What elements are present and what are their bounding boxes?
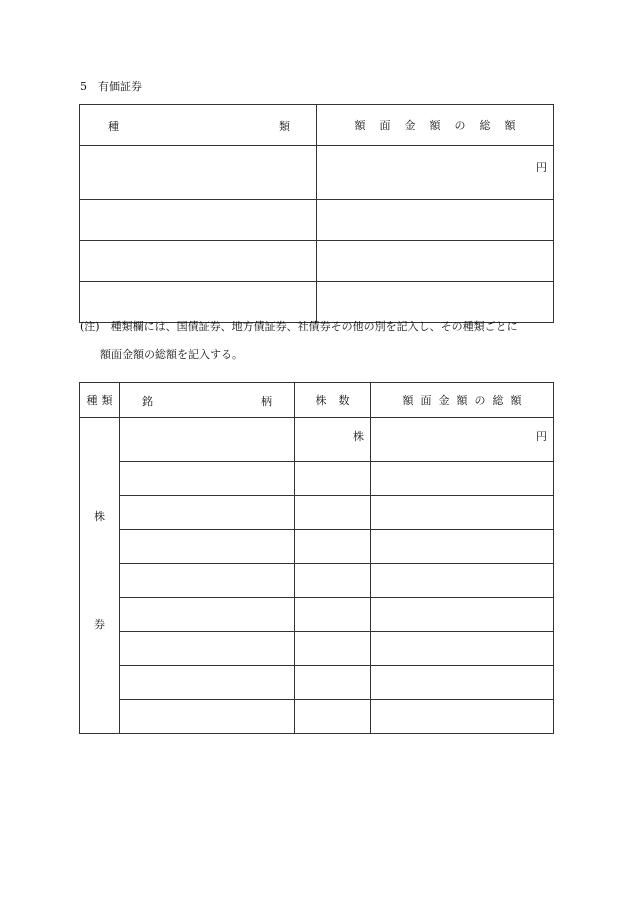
table-row [80, 530, 554, 564]
amount-cell[interactable] [371, 496, 554, 530]
amount-cell[interactable] [371, 632, 554, 666]
table-row [80, 632, 554, 666]
table-row [80, 564, 554, 598]
share-count-cell[interactable] [295, 462, 371, 496]
issue-name-cell[interactable] [120, 632, 295, 666]
amount-cell[interactable] [317, 282, 554, 323]
table-row [80, 241, 554, 282]
amount-cell[interactable] [317, 200, 554, 241]
kind-cell[interactable] [80, 200, 317, 241]
yen-unit: 円 [536, 430, 547, 443]
share-count-cell[interactable] [295, 700, 371, 734]
table-header-row [80, 105, 554, 146]
table-header-row [80, 383, 554, 418]
kind-cell[interactable] [80, 146, 317, 200]
header-face-value-total: 額面金額の総額 [317, 105, 554, 146]
table-row [80, 418, 554, 462]
amount-cell[interactable] [371, 418, 554, 462]
issue-name-cell[interactable] [120, 564, 295, 598]
table-row [80, 146, 554, 200]
amount-cell[interactable] [371, 666, 554, 700]
header-face-value-total: 額面金額の総額 [371, 383, 554, 418]
note-line-1: (注) 種類欄には、国債証券、地方債証券、社債券その他の別を記入し、その種類ごとに [80, 320, 518, 333]
table-row [80, 666, 554, 700]
table-row [80, 200, 554, 241]
amount-cell[interactable] [371, 598, 554, 632]
amount-cell[interactable] [317, 146, 554, 200]
table-row [80, 496, 554, 530]
table-row [80, 598, 554, 632]
share-count-cell[interactable] [295, 418, 371, 462]
issue-name-cell[interactable] [120, 530, 295, 564]
kind-cell[interactable] [80, 241, 317, 282]
kind-label-certificate: 券 [94, 618, 105, 631]
share-count-cell[interactable] [295, 666, 371, 700]
yen-unit: 円 [536, 161, 547, 174]
amount-cell[interactable] [371, 564, 554, 598]
issue-name-cell[interactable] [120, 700, 295, 734]
kind-label-stock: 株 [94, 510, 105, 523]
header-kind-char-1: 種 [108, 120, 119, 133]
header-kind [80, 105, 317, 146]
shares-unit: 株 [353, 430, 364, 443]
table-row [80, 282, 554, 323]
amount-cell[interactable] [371, 530, 554, 564]
stock-table [79, 382, 554, 734]
table-row [80, 462, 554, 496]
amount-cell[interactable] [371, 700, 554, 734]
header-kind-char-2: 類 [279, 120, 290, 133]
header-share-count: 株数 [295, 383, 371, 418]
note-line-2: 額面金額の総額を記入する。 [100, 348, 243, 361]
share-count-cell[interactable] [295, 496, 371, 530]
issue-name-cell[interactable] [120, 598, 295, 632]
section-title: 5 有価証券 [80, 80, 142, 93]
share-count-cell[interactable] [295, 632, 371, 666]
issue-name-cell[interactable] [120, 666, 295, 700]
issue-name-cell[interactable] [120, 462, 295, 496]
share-count-cell[interactable] [295, 564, 371, 598]
share-count-cell[interactable] [295, 598, 371, 632]
securities-table [79, 104, 554, 323]
amount-cell[interactable] [371, 462, 554, 496]
issue-name-cell[interactable] [120, 496, 295, 530]
share-count-cell[interactable] [295, 530, 371, 564]
header-issue-char-2: 柄 [261, 395, 272, 408]
kind-cell[interactable] [80, 282, 317, 323]
issue-name-cell[interactable] [120, 418, 295, 462]
header-issue-char-1: 銘 [142, 395, 153, 408]
header-kind: 種類 [80, 383, 120, 418]
header-issue-name [120, 383, 295, 418]
table-row [80, 700, 554, 734]
amount-cell[interactable] [317, 241, 554, 282]
kind-merged-cell [80, 418, 120, 734]
